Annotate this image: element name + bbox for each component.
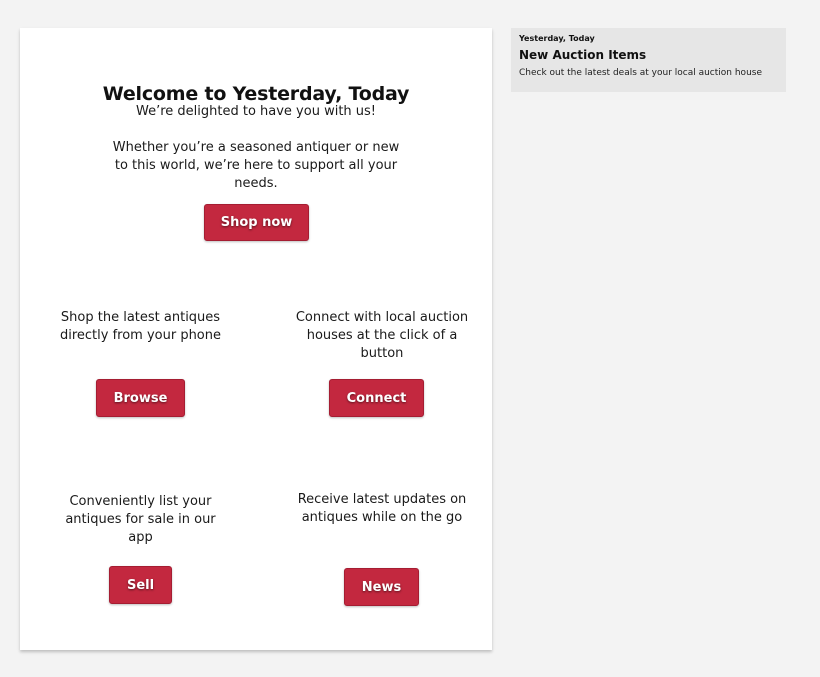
notification-card[interactable] <box>511 28 786 92</box>
news-button[interactable]: News <box>344 568 419 606</box>
sell-button[interactable]: Sell <box>109 566 172 604</box>
connect-button[interactable]: Connect <box>329 379 424 417</box>
notification-body: Check out the latest deals at your local auction house <box>519 68 762 78</box>
notification-source: Yesterday, Today <box>519 34 595 43</box>
welcome-card <box>20 28 492 650</box>
feature-news-text: Receive latest updates on antiques while on the go <box>297 492 467 525</box>
feature-sell-text: Conveniently list your antiques for sale in our app <box>65 494 216 545</box>
shop-now-button[interactable]: Shop now <box>204 204 309 241</box>
welcome-greeting: We’re delighted to have you with us! <box>135 104 377 119</box>
feature-connect-text: Connect with local auction houses at the click of a button <box>295 310 469 361</box>
notification-title: New Auction Items <box>519 48 647 62</box>
welcome-intro: Whether you’re a seasoned antiquer or new to this world, we’re here to support all your needs. <box>112 140 400 191</box>
browse-button[interactable]: Browse <box>96 379 185 417</box>
page-title: Welcome to Yesterday, Today <box>102 83 410 105</box>
feature-browse-text: Shop the latest antiques directly from your phone <box>59 310 222 343</box>
